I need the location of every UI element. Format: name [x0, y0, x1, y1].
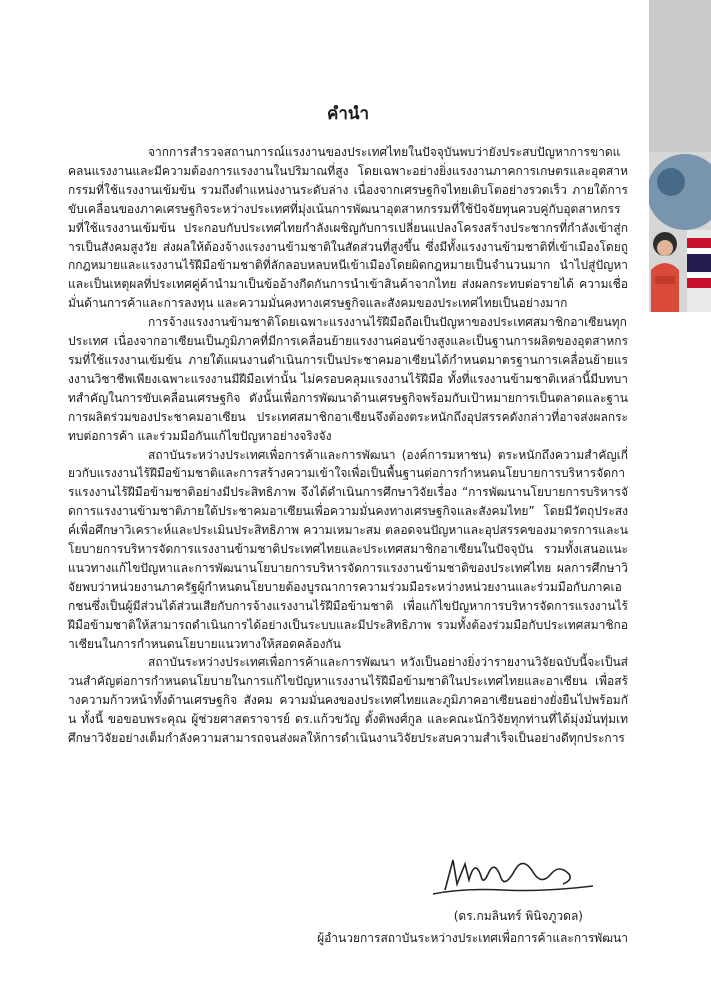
- paragraph-4: สถาบันระหว่างประเทศเพื่อการค้าและการพัฒนา หวังเป็นอย่างยิ่งว่ารายงานวิจัยฉบับนี้จะเป็นส่วนสำคัญต่อการกำหนดนโยบายในการแก้ไขปัญหาแรงงานไร้ฝีมือข้ามชาติในประเทศไทยและอาเซียน เพื่อสร้างความก้าวหน้าทั้งด้านเศรษฐกิจ สังคม ความมั่นคงของประเทศไทยและภูมิภาคอาเซียนอย่างยั่งยืนไปพร้อมกัน ทั้งนี้ ขอขอบพระคุณ ผู้ช่วยศาสตราจารย์ ดร.แก้วขวัญ ตั้งติพงศ์กูล และคณะนักวิจัยทุกท่านที่ได้มุ่งมั่นทุ่มเทศึกษาวิจัยอย่างเต็มกำลังความสามารถจนส่งผลให้การดำเนินงานวิจัยประสบความสำเร็จเป็นอย่างดีทุกประการ: [68, 655, 628, 746]
- signer-title: ผู้อำนวยการสถาบันระหว่างประเทศเพื่อการค้าและการพัฒนา: [317, 931, 628, 945]
- signature-graphic: [423, 850, 603, 900]
- signer-name: (ดร.กมลินทร์ พินิจภูวดล): [453, 909, 583, 923]
- cover-illustration: [649, 152, 711, 312]
- paragraph-2: การจ้างแรงงานข้ามชาติโดยเฉพาะแรงงานไร้ฝีมือถือเป็นปัญหาของประเทศสมาชิกอาเซียนทุกประเทศ เนื่องจากอาเซียนเป็นภูมิภาคที่มีการเคลื่อนย้ายแรงงานค่อนข้างสูงและเป็นฐานการผลิตของอุตสาหกรรมที่ใช้แรงงานเข้มข้น ภายใต้แผนงานดำเนินการเป็นประชาคมอาเซียนได้กำหนดมาตรฐานการเคลื่อนย้ายแรงงานวิชาชีพเพียงเฉพาะแรงงานมีฝีมือเท่านั้น ไม่ครอบคลุมแรงงานไร้ฝีมือ ทั้งที่แรงงานข้ามชาติเหล่านี้มีบทบาทสำคัญในการขับเคลื่อนเศรษฐกิจ ดังนั้นเพื่อการพัฒนาด้านเศรษฐกิจพร้อมกับเป้าหมายการเป็นตลาดและฐานการผลิตร่วมของประชาคมอาเซียน ประเทศสมาชิกอาเซียนจึงต้องตระหนักถึงอุปสรรคดังกล่าวที่อาจส่งผลกระทบต่อการค้า และร่วมมือกันแก้ไขปัญหาอย่างจริงจัง: [68, 315, 628, 443]
- preface-content: [68, 100, 628, 748]
- page-title: คำนำ: [326, 104, 370, 124]
- paragraph-3: สถาบันระหว่างประเทศเพื่อการค้าและการพัฒนา (องค์การมหาชน) ตระหนักถึงความสำคัญเกี่ยวกับแรงงานไร้ฝีมือข้ามชาติและการสร้างความเข้าใจเพื่อเป็นพื้นฐานต่อการกำหนดนโยบายการบริหารจัดการแรงงานไร้ฝีมือข้ามชาติอย่างมีประสิทธิภาพ จึงได้ดำเนินการศึกษาวิจัยเรื่อง “การพัฒนานโยบายการบริหารจัดการแรงงานข้ามชาติภายใต้ประชาคมอาเซียนเพื่อความมั่นคงทางเศรษฐกิจและสังคมไทย” โดยมีวัตถุประสงค์เพื่อศึกษาวิเคราะห์และประเมินประสิทธิภาพ ความเหมาะสม ตลอดจนปัญหาและอุปสรรคของมาตรการและนโยบายการบริหารจัดการแรงงานข้ามชาติประเทศไทยและประเทศสมาชิกอาเซียนในปัจจุบัน รวมทั้งเสนอแนะแนวทางแก้ไขปัญหาและการพัฒนานโยบายการบริหารจัดการแรงงานข้ามชาติของประเทศไทย ผลการศึกษาวิจัยพบว่าหน่วยงานภาครัฐผู้กำหนดนโยบายต้องบูรณาการความร่วมมือระหว่างหน่วยงานและร่วมมือกับภาคเอกชนซึ่งเป็นผู้มีส่วนได้ส่วนเสียกับการจ้างแรงงานไร้ฝีมือข้ามชาติ เพื่อแก้ไขปัญหาการบริหารจัดการแรงงานไร้ฝีมือข้ามชาติให้สามารถดำเนินการได้อย่างเป็นระบบและมีประสิทธิภาพ รวมทั้งต้องร่วมมือกับประเทศสมาชิกอาเซียนในการกำหนดนโยบายแนวทางให้สอดคล้องกัน: [68, 447, 628, 651]
- paragraph-1: จากการสำรวจสถานการณ์แรงงานของประเทศไทยในปัจจุบันพบว่ายังประสบปัญหาการขาดแคลนแรงงานและมีความต้องการแรงงานในปริมาณที่สูง โดยเฉพาะอย่างยิ่งแรงงานภาคการเกษตรและอุตสาหกรรมที่ใช้แรงงานเข้มข้น รวมถึงตำแหน่งงานระดับล่าง เนื่องจากเศรษฐกิจไทยเติบโตอย่างรวดเร็ว ภายใต้การขับเคลื่อนของภาคเศรษฐกิจระหว่างประเทศที่มุ่งเน้นการพัฒนาอุตสาหกรรมที่ใช้ปัจจัยทุนควบคู่กับอุตสาหกรรมที่ใช้แรงงานเข้มข้น ประกอบกับประเทศไทยกำลังเผชิญกับการเปลี่ยนแปลงโครงสร้างประชากรที่กำลังเข้าสู่การเป็นสังคมสูงวัย ส่งผลให้ต้องจ้างแรงงานข้ามชาติในสัดส่วนที่สูงขึ้น ซึ่งมีทั้งแรงงานข้ามชาติที่เข้าเมืองโดยถูกกฎหมายและแรงงานไร้ฝีมือข้ามชาติที่ลักลอบหลบหนีเข้าเมืองโดยผิดกฎหมายเป็นจำนวนมาก นำไปสู่ปัญหาและเป็นเหตุผลที่ประเทศคู่ค้านำมาเป็นข้ออ้างกีดกันการนำเข้าสินค้าจากไทย ส่งผลกระทบต่อรายได้ ความเชื่อมั่นด้านการค้าและการลงทุน และความมั่นคงทางเศรษฐกิจและสังคมของประเทศไทยเป็นอย่างมาก: [68, 145, 628, 311]
- signature-block: [68, 850, 628, 950]
